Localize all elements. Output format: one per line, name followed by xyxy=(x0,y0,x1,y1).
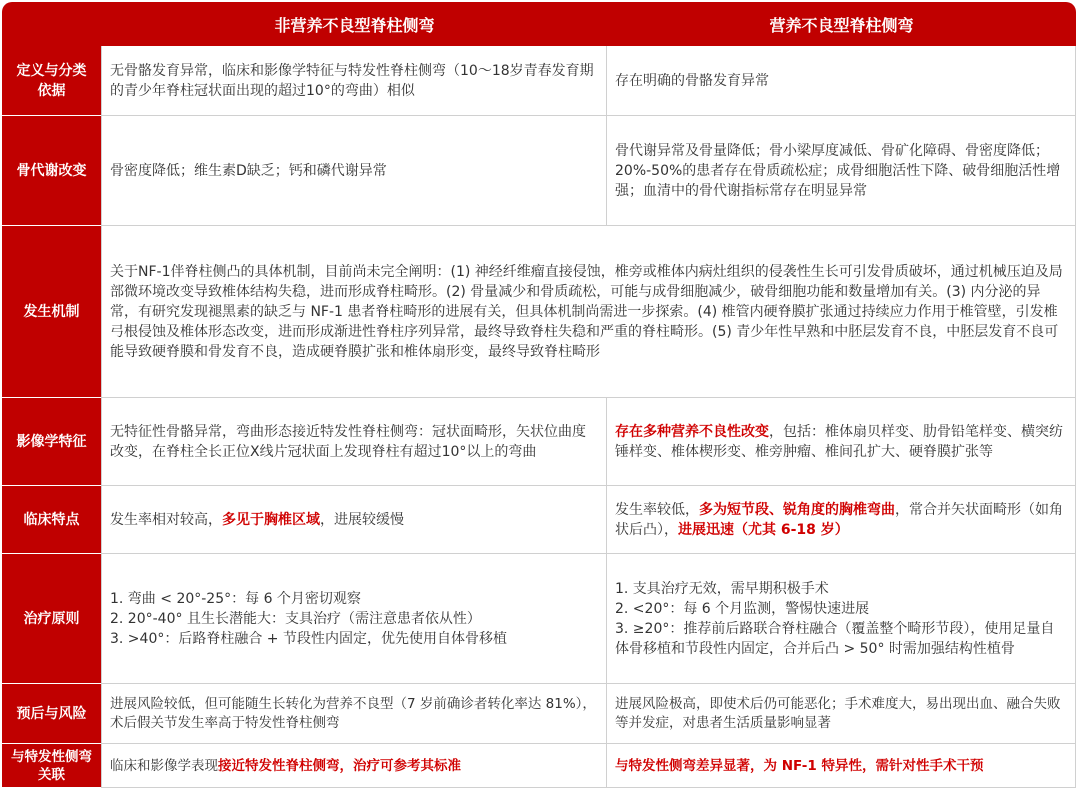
list-item: 1. 弯曲 < 20°-25°：每 6 个月密切观察 xyxy=(110,590,361,607)
list-item: 2. <20°：每 6 个月监测，警惕快速进展 xyxy=(615,600,870,617)
row-metabolism xyxy=(2,116,1076,226)
row-label-definition: 定义与分类依据 xyxy=(2,46,101,116)
cell-metabolism-non-dystrophic: 骨密度降低；维生素D缺乏；钙和磷代谢异常 xyxy=(101,116,607,226)
highlight-text: 多见于胸椎区域 xyxy=(222,511,320,528)
highlight-text: 进展迅速（尤其 6-18 岁） xyxy=(678,521,849,538)
row-label-treatment: 治疗原则 xyxy=(2,554,101,684)
header-dystrophic: 营养不良型脊柱侧弯 xyxy=(769,15,914,35)
highlight-text: 存在多种营养不良性改变 xyxy=(615,423,769,440)
cell-imaging-non-dystrophic: 无特征性骨骼异常，弯曲形态接近特发性脊柱侧弯：冠状面畸形，矢状位曲度改变，在脊柱全长正位X线片冠状面上发现脊柱有超过10°以上的弯曲 xyxy=(101,398,607,486)
highlight-text: 多为短节段、锐角度的胸椎弯曲 xyxy=(699,501,895,518)
list-item: 3. ≥20°：推荐前后路联合脊柱融合（覆盖整个畸形节段），使用足量自体骨移植和节段性内固定，合并后凸 > 50° 时需加强结构性植骨 xyxy=(615,620,1055,657)
highlight-text: 与特发性侧弯差异显著，为 NF-1 特异性，需针对性手术干预 xyxy=(615,757,984,774)
cell-treatment-dystrophic xyxy=(607,554,1076,684)
list-item: 3. >40°：后路脊柱融合 + 节段性内固定，优先使用自体骨移植 xyxy=(110,630,507,647)
row-imaging xyxy=(2,398,1076,486)
row-label-mechanism: 发生机制 xyxy=(2,226,101,398)
row-relation xyxy=(2,744,1076,788)
row-label-clinical: 临床特点 xyxy=(2,486,101,554)
cell-definition-dystrophic: 存在明确的骨骼发育异常 xyxy=(607,46,1076,116)
highlight-text: 接近特发性脊柱侧弯，治疗可参考其标准 xyxy=(218,757,461,774)
header-non-dystrophic: 非营养不良型脊柱侧弯 xyxy=(274,15,435,35)
cell-prognosis-non-dystrophic: 进展风险较低，但可能随生长转化为营养不良型（7 岁前确诊者转化率达 81%），术后假关节发生率高于特发性脊柱侧弯 xyxy=(101,684,607,744)
cell-relation-non-dystrophic: 临床和影像学表现接近特发性脊柱侧弯，治疗可参考其标准 xyxy=(101,744,607,788)
list-item: 2. 20°-40° 且生长潜能大：支具治疗（需注意患者依从性） xyxy=(110,610,481,627)
row-prognosis xyxy=(2,684,1076,744)
cell-mechanism: 关于NF-1伴脊柱侧凸的具体机制，目前尚未完全阐明：(1) 神经纤维瘤直接侵蚀，椎旁或椎体内病灶组织的侵袭性生长可引发骨质破坏，通过机械压迫及局部微环境改变导致椎体结构失稳，进而形成脊柱畸形。(2) 骨量减少和骨质疏松，可能与成骨细胞减少，破骨细胞功能和数量增加有关。(3) 内分泌的异常，有研究发现褪黑素的缺乏与 NF-1 患者脊柱畸形的进展有关，但具体机制尚需进一步探索。(4) 椎管内硬脊膜扩张通过持续应力作用于椎管壁，引发椎弓根侵蚀及椎体形态改变，进而形成渐进性脊柱序列异常，最终导致脊柱失稳和严重的脊柱畸形。(5) 青少年性早熟和中胚层发育不良，中胚层发育不良可能导致硬脊膜和骨发育不良，造成硬脊膜扩张和椎体扇形变，最终导致脊柱畸形 xyxy=(101,226,1076,398)
cell-treatment-non-dystrophic xyxy=(101,554,607,684)
row-label-metabolism: 骨代谢改变 xyxy=(2,116,101,226)
list-item: 1. 支具治疗无效，需早期积极手术 xyxy=(615,580,829,597)
cell-imaging-dystrophic: 存在多种营养不良性改变，包括：椎体扇贝样变、肋骨铅笔样变、横突纺锤样变、椎体楔形变、椎旁肿瘤、椎间孔扩大、硬脊膜扩张等 xyxy=(607,398,1076,486)
cell-prognosis-dystrophic: 进展风险极高，即使术后仍可能恶化；手术难度大，易出现出血、融合失败等并发症，对患者生活质量影响显著 xyxy=(607,684,1076,744)
row-clinical xyxy=(2,486,1076,554)
row-label-relation: 与特发性侧弯关联 xyxy=(2,744,101,788)
cell-relation-dystrophic xyxy=(607,744,1076,788)
row-label-prognosis: 预后与风险 xyxy=(2,684,101,744)
cell-metabolism-dystrophic: 骨代谢异常及骨量降低；骨小梁厚度减低、骨矿化障碍、骨密度降低；20%-50%的患者存在骨质疏松症；成骨细胞活性下降、破骨细胞活性增强；血清中的骨代谢指标常存在明显异常 xyxy=(607,116,1076,226)
row-mechanism xyxy=(2,226,1076,398)
cell-clinical-dystrophic: 发生率较低，多为短节段、锐角度的胸椎弯曲，常合并矢状面畸形（如角状后凸），进展迅速（尤其 6-18 岁） xyxy=(607,486,1076,554)
row-label-imaging: 影像学特征 xyxy=(2,398,101,486)
cell-clinical-non-dystrophic: 发生率相对较高，多见于胸椎区域，进展较缓慢 xyxy=(101,486,607,554)
row-treatment xyxy=(2,554,1076,684)
cell-definition-non-dystrophic: 无骨骼发育异常，临床和影像学特征与特发性脊柱侧弯（10～18岁青春发育期的青少年脊柱冠状面出现的超过10°的弯曲）相似 xyxy=(101,46,607,116)
table-header xyxy=(2,2,1076,46)
row-definition xyxy=(2,46,1076,116)
